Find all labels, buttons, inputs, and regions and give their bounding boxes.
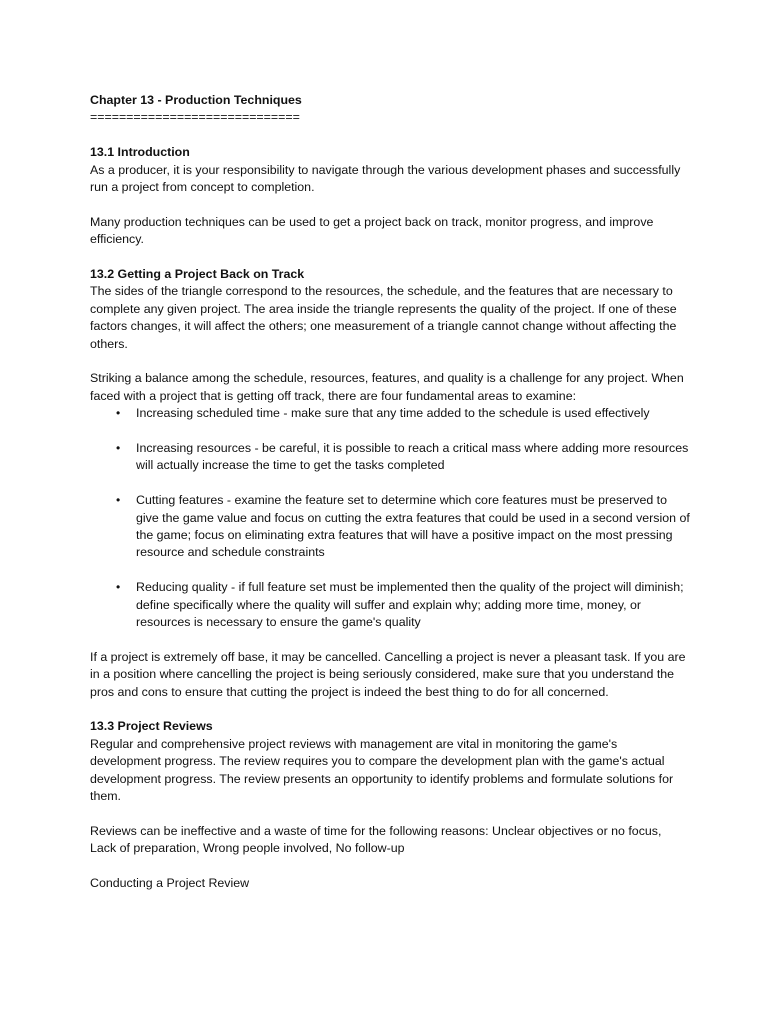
back-on-track-paragraph-3: If a project is extremely off base, it may be cancelled. Cancelling a project is never a pleasant task. If you are in a position where cancelling the project is being seriously considered, make sure that you understand the pros and cons to ensure that cutting the project is indeed the best thing to do for all concerned. <box>90 649 686 699</box>
spacer <box>90 806 690 823</box>
fundamental-areas-list <box>90 405 690 631</box>
list-item <box>90 440 690 475</box>
spacer <box>90 249 690 266</box>
spacer <box>90 858 690 875</box>
intro-paragraph-1: As a producer, it is your responsibility to navigate through the various development phases and successfully run a project from concept to completion. <box>90 162 681 195</box>
list-item-text: Increasing scheduled time - make sure that any time added to the schedule is used effectively <box>136 406 650 421</box>
back-on-track-paragraph-1: The sides of the triangle correspond to the resources, the schedule, and the features that are necessary to complete any given project. The area inside the triangle represents the quality of the project. If one of these factors changes, it will affect the others; one measurement of a triangle cannot change without affecting the others. <box>90 284 677 351</box>
bullet-icon: • <box>116 580 121 595</box>
chapter-title-underline: ============================= <box>90 110 300 125</box>
reviews-paragraph-3: Conducting a Project Review <box>90 876 250 891</box>
bullet-icon: • <box>116 441 121 456</box>
back-on-track-paragraph-2: Striking a balance among the schedule, resources, features, and quality is a challenge for any project. When faced with a project that is getting off track, there are four fundamental areas to examine: <box>90 371 684 403</box>
list-item-text: Increasing resources - be careful, it is possible to reach a critical mass where adding more resources will actually increase the time to get the tasks completed <box>136 441 689 473</box>
chapter-title: Chapter 13 - Production Techniques <box>90 93 302 107</box>
bullet-icon: • <box>116 493 121 508</box>
spacer <box>90 701 690 718</box>
list-item-text: Cutting features - examine the feature set to determine which core features must be preserved to give the game value and focus on cutting the extra features that could be used in a second version of the game; focus on eliminating extra features that will have a positive impact on the most pressing resource and schedule constraints <box>136 493 690 560</box>
section-heading-back-on-track: 13.2 Getting a Project Back on Track <box>90 267 305 282</box>
reviews-paragraph-2: Reviews can be ineffective and a waste of time for the following reasons: Unclear objectives or no focus, Lack of preparation, Wrong people involved, No follow-up <box>90 823 662 856</box>
list-item-text: Reducing quality - if full feature set must be implemented then the quality of the project will diminish; define specifically where the quality will suffer and explain why; adding more time, money, or resources is necessary to ensure the game's quality <box>136 580 684 630</box>
document-page <box>90 92 690 893</box>
section-heading-project-reviews: 13.3 Project Reviews <box>90 719 213 734</box>
list-item <box>90 492 690 562</box>
intro-paragraph-2: Many production techniques can be used to get a project back on track, monitor progress, and improve efficiency. <box>90 214 654 247</box>
list-item <box>90 405 690 422</box>
list-item <box>90 579 690 631</box>
spacer <box>90 631 690 648</box>
bullet-icon: • <box>116 406 121 421</box>
spacer <box>90 353 690 370</box>
reviews-paragraph-1: Regular and comprehensive project reviews with management are vital in monitoring the game's development progress. The review requires you to compare the development plan with the game's actual development progress. The review presents an opportunity to identify problems and formulate solutions for them. <box>90 736 674 804</box>
spacer <box>90 127 690 144</box>
section-heading-introduction: 13.1 Introduction <box>90 145 190 160</box>
spacer <box>90 196 690 213</box>
